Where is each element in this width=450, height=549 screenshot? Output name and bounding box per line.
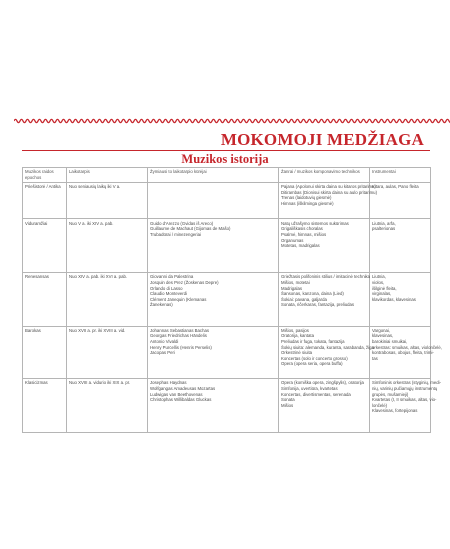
header-period: Laikotarpis bbox=[67, 168, 148, 183]
heading-rule bbox=[22, 150, 430, 151]
header-genres: Žanrai / muzikos komponavimo technikos bbox=[279, 168, 370, 183]
creators-line: Christophas Willibaldas Gluckas bbox=[150, 397, 212, 403]
epoch-text: Barokas bbox=[25, 327, 41, 333]
creators-line: Guillaume de Machaut (Gijomas de Mašo) bbox=[150, 226, 231, 232]
instruments-line: psalterionas bbox=[372, 226, 396, 232]
creators-line: Georgas Friedrichas Händelis bbox=[150, 333, 207, 339]
instruments-line: klavesinas, bbox=[372, 333, 394, 339]
cell-creators bbox=[148, 379, 279, 433]
cell-instruments bbox=[370, 272, 431, 326]
instruments-line: Simfoninis orkestras (styginių, medi- bbox=[372, 380, 442, 386]
decorative-wave-line bbox=[14, 117, 450, 125]
creators-line: Wolfgangas Amadeusas Mozartas bbox=[150, 386, 216, 392]
cell-instruments bbox=[370, 182, 431, 219]
epoch-text: Klasicizmas bbox=[25, 380, 48, 386]
creators-line: Henry Purcellis (Henris Perselis) bbox=[150, 344, 212, 350]
creators-line: Jacopas Peri bbox=[150, 350, 175, 356]
genres-line: Sonata bbox=[281, 397, 295, 403]
creators-line: Giovanni da Palestrina bbox=[150, 274, 194, 280]
genres-line: Organumas bbox=[281, 237, 304, 243]
creators-line: Josephas Haydnas bbox=[150, 380, 187, 386]
genres-line: Himnas (iškilminga giesmė) bbox=[281, 200, 334, 206]
cell-genres bbox=[279, 182, 377, 219]
instruments-line: išilginė fleita, bbox=[372, 285, 397, 291]
creators-line: Antonio Vivaldi bbox=[150, 339, 179, 345]
period-text: Nuo V a. iki XIV a. pab. bbox=[69, 220, 114, 226]
cell-epoch bbox=[23, 379, 67, 433]
instruments-line: Kvartetas (I, II smuikas, altas, vio- bbox=[372, 397, 437, 403]
instruments-line: Klavesinas, fortepijonas bbox=[372, 408, 418, 414]
genres-line: Madrigalas bbox=[281, 285, 303, 291]
table-row bbox=[23, 379, 431, 433]
genres-line: Grigališkasis choralas bbox=[281, 226, 323, 232]
page-heading: MOKOMOJI MEDŽIAGA bbox=[220, 130, 424, 149]
cell-genres bbox=[279, 379, 370, 433]
table-body bbox=[23, 182, 442, 432]
instruments-line: barokiniai smuikai, bbox=[372, 339, 408, 345]
instruments-line: grupės, mušamieji) bbox=[372, 391, 409, 397]
table-row bbox=[23, 272, 431, 326]
instruments-line: kontrabosas, obojus, fleita, trimi- bbox=[372, 350, 434, 356]
epoch-text: Priešistorė / Antika bbox=[25, 184, 61, 190]
cell-epoch bbox=[23, 182, 67, 219]
cell-genres bbox=[279, 326, 374, 379]
cell-period bbox=[67, 219, 148, 273]
epoch-text: Viduramžiai bbox=[25, 220, 48, 226]
genres-line: Preliudas ir fuga, tokata, fantazija bbox=[281, 339, 345, 345]
cell-creators bbox=[148, 272, 279, 326]
creators-line: Johannas Sebastianas Bachas bbox=[150, 327, 210, 333]
cell-genres bbox=[279, 272, 370, 326]
creators-line: Clément Janequin (Klemanas bbox=[150, 296, 207, 302]
instruments-line: Liutnia, arfa, bbox=[372, 220, 396, 226]
genres-line: Šansonas, kanzona, daina (Lied) bbox=[281, 291, 344, 297]
genres-line: Griežtasis polifoninis stilius / imitacinė technika bbox=[281, 274, 371, 280]
cell-period bbox=[67, 326, 148, 379]
epoch-text: Renesansas bbox=[25, 274, 49, 280]
genres-line: Ditirambas (Dionisui skirta daina su aulo pritarimu) bbox=[281, 189, 377, 195]
cell-instruments bbox=[370, 219, 431, 273]
genres-line: Pajana (Apolonui skirta daina su kitaros pritarimu) bbox=[281, 184, 376, 190]
genres-line: Mišios, motetai bbox=[281, 279, 310, 285]
genres-line: Trenas (laidotuvių giesmė) bbox=[281, 195, 332, 201]
genres-line: Koncertas (solo ir concerto grosso) bbox=[281, 355, 348, 361]
genres-line: Natų užrašymo sistemos sukūrimas bbox=[281, 220, 349, 226]
genres-line: Psalmė, himnas, mišios bbox=[281, 231, 327, 237]
genres-line: Mišios, pasijos bbox=[281, 327, 309, 333]
cell-period bbox=[67, 272, 148, 326]
instruments-line: virginalas, bbox=[372, 291, 392, 297]
creators-line: Trubadūrai / minezengeriai bbox=[150, 231, 201, 237]
cell-epoch bbox=[23, 219, 67, 273]
cell-creators bbox=[148, 182, 279, 219]
cell-creators bbox=[148, 326, 279, 379]
header-epoch: Muzikos raidos epochos bbox=[23, 168, 67, 183]
cell-epoch bbox=[23, 326, 67, 379]
genres-line: Koncertas, divertismentas, serenada bbox=[281, 391, 351, 397]
instruments-line: violos, bbox=[372, 279, 385, 285]
period-text: Nuo XVII a. pr. iki XVIII a. vid. bbox=[69, 327, 126, 333]
period-text: Nuo XIV a. pab. iki XVI a. pab. bbox=[69, 274, 128, 280]
cell-genres bbox=[279, 219, 370, 273]
music-history-table bbox=[22, 167, 442, 433]
instruments-line: Kitara, aulas, Pano fleita bbox=[372, 184, 419, 190]
creators-line: Claudio Monteverdi bbox=[150, 291, 188, 297]
creators-line: Ludwigas van Beethovenas bbox=[150, 391, 203, 397]
table-subtitle: Muzikos istorija bbox=[181, 152, 269, 166]
genres-line: Motetas, madrigalas bbox=[281, 243, 320, 249]
genres-line: Oratorija, kantata bbox=[281, 333, 314, 339]
header-creators: Žymiausi to laikotarpio kūrėjai bbox=[148, 168, 279, 183]
header-instruments: Instrumentai bbox=[370, 168, 431, 183]
cell-epoch bbox=[23, 272, 67, 326]
instruments-line: tas bbox=[372, 355, 378, 361]
genres-line: Mišios bbox=[281, 402, 294, 408]
instruments-line: lončelė) bbox=[372, 402, 388, 408]
instruments-line: klavikordas, klavesinas bbox=[372, 296, 416, 302]
creators-line: Josquin des Prez (Žoskenas Depre) bbox=[150, 279, 219, 285]
cell-instruments bbox=[370, 326, 442, 379]
table-row bbox=[23, 182, 431, 219]
instruments-line: nių, varinių pučiamųjų instrumentų bbox=[372, 386, 438, 392]
instruments-line: Liutnia, bbox=[372, 274, 386, 280]
period-text: Nuo seniausių laikų iki V a. bbox=[69, 184, 121, 190]
creators-line: Žanekenas) bbox=[150, 302, 173, 308]
instruments-line: orkestras: smuikas, altas, violončelė, bbox=[372, 344, 442, 350]
genres-line: Sonata, ričerkaras, fantazija, preliudas bbox=[281, 302, 355, 308]
genres-line: Opera (komiška opera, zingšpylis), oratorija bbox=[281, 380, 364, 386]
creators-line: Orlando di Lasso bbox=[150, 285, 183, 291]
genres-line: Šokių siuita: alemanda, kuranta, sarabanda, žiga bbox=[281, 344, 374, 350]
genres-line: Opera (opera seria, opera buffa) bbox=[281, 361, 343, 367]
genres-line: Orkestrinė siuita bbox=[281, 350, 313, 356]
creators-line: Guido d'Arezzo (Gvidas iš Areco) bbox=[150, 220, 214, 226]
period-text: Nuo XVIII a. vidurio iki XIX a. pr. bbox=[69, 380, 131, 386]
cell-creators bbox=[148, 219, 279, 273]
cell-instruments bbox=[370, 379, 442, 433]
instruments-line: Vargonai, bbox=[372, 327, 391, 333]
genres-line: Šokiai: pavana, galjarda bbox=[281, 296, 327, 302]
table-row bbox=[23, 326, 431, 379]
cell-period bbox=[67, 379, 148, 433]
table-header-row bbox=[23, 168, 431, 183]
cell-period bbox=[67, 182, 148, 219]
genres-line: Simfonija, uvertiūra, kvartetas bbox=[281, 386, 338, 392]
table-row bbox=[23, 219, 431, 273]
